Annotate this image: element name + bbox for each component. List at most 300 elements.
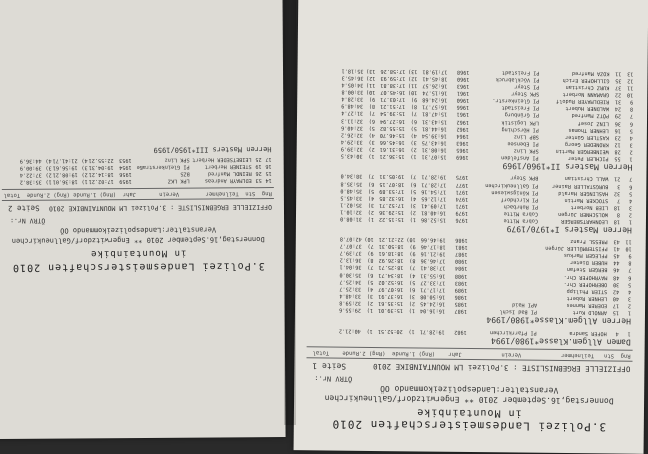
- cell-lap2: 15:36.21: [379, 153, 405, 160]
- cell-rank: 4: [629, 197, 633, 204]
- cell-lap2-rank: 7): [367, 243, 374, 250]
- cell-club: PI Hörsching: [501, 125, 539, 133]
- cell-club: [468, 257, 538, 265]
- cell-lap2-rank: 8): [368, 103, 376, 110]
- results-label: OFFIZIELLE ERGEBNISLISTE : 3.Polizei LM MOUNTAINBIKE 2010: [372, 361, 631, 374]
- cell-lap1: 17:17.71: [420, 286, 446, 293]
- cell-lap1: 16:43.75: [421, 139, 447, 146]
- cell-lap2-rank: 5): [367, 187, 375, 194]
- cell-lap1: 16:16.04: [419, 307, 446, 314]
- cell-year: 1987: [454, 307, 468, 314]
- cell-year: 1987: [455, 251, 468, 258]
- cell-total: 39:00.9: [19, 164, 42, 171]
- cell-year: 1956: [119, 170, 132, 178]
- cell-lap2: 18:07.15: [379, 180, 405, 187]
- cell-club: [467, 293, 537, 301]
- cell-name: LEIBETSEDER Herbert: [192, 155, 252, 163]
- cell-lap1-rank: 8): [409, 257, 416, 264]
- cell-lap1-rank: 1): [408, 328, 415, 335]
- cell-name: PFISTERMÜLLER Jürgen: [545, 244, 608, 252]
- cell-year: 1985: [454, 300, 468, 307]
- event-organizer: Veranstalter:Landespolizeikommando OÖ: [380, 384, 559, 395]
- cell-start-no: 11: [615, 70, 622, 77]
- cell-lap2: 16:32.85: [379, 194, 405, 202]
- cell-lap2: 15:39.01: [377, 307, 404, 314]
- cell-name: BURGSTALLER Rainer: [552, 182, 609, 189]
- cell-start-no: 48: [613, 274, 620, 281]
- cell-lap1: 16:57.71: [422, 103, 448, 111]
- cell-total: 34:05.4: [341, 81, 364, 88]
- cell-total: 30:43.5: [340, 152, 363, 159]
- cell-total: 40:21.2: [338, 327, 361, 334]
- cell-lap2-rank: 9): [368, 96, 376, 103]
- cell-total: 38:34.0: [340, 173, 363, 180]
- cell-year: 1979: [455, 209, 469, 216]
- cell-lap1: 17:28.71: [421, 181, 447, 188]
- page-number: Seite 2: [7, 203, 40, 213]
- cell-lap1-rank: 1): [409, 216, 417, 223]
- cell-lap1: 16:15.74: [422, 89, 448, 96]
- cell-rank: 11: [627, 84, 634, 91]
- cell-start-no: 40: [612, 295, 620, 302]
- cell-start-no: 32: [613, 190, 621, 197]
- cell-lap1: 18:17.46: [420, 243, 446, 250]
- cell-lap2-rank: 2): [366, 299, 374, 306]
- results-sheet-page-1: [294, 0, 648, 454]
- cell-rank: 16: [265, 162, 272, 169]
- cell-rank: 4: [628, 288, 632, 295]
- cell-start-no: 21: [614, 175, 621, 182]
- cell-lap1-rank: 5): [409, 278, 416, 286]
- cell-rank: 5: [629, 190, 633, 197]
- cell-year: 1966: [456, 104, 470, 111]
- cell-start-no: 12: [614, 141, 621, 148]
- cell-total: 42:07.8: [339, 235, 362, 242]
- cell-rank: 8: [629, 106, 634, 113]
- cell-total: 33:00.8: [341, 88, 364, 96]
- cell-lap1-rank: 3): [81, 164, 88, 171]
- cell-lap2-rank: 2): [367, 208, 375, 215]
- cell-lap1-rank: 13): [408, 68, 418, 75]
- results-table-p2: [16, 155, 272, 185]
- column-headers: [4, 190, 272, 198]
- cell-year: 1971: [455, 188, 469, 195]
- cell-name: EDLMAYR Andreas: [204, 177, 252, 184]
- cell-start-no: 16: [614, 127, 621, 134]
- cell-year: 1977: [455, 181, 469, 188]
- cell-lap1: 15:47.81: [422, 110, 448, 118]
- col-stn: Stn: [604, 352, 615, 359]
- cell-lap2: 15:39.54: [380, 110, 406, 117]
- cell-total: 32:40.6: [341, 124, 363, 131]
- cell-lap1-rank: 7): [410, 110, 418, 117]
- cell-total: 37:39.7: [339, 249, 362, 257]
- cell-name: WALL Christian: [564, 175, 609, 182]
- cell-club: [468, 243, 538, 251]
- cell-total: 34:48.9: [341, 102, 364, 110]
- cell-lap2: 19:05.31: [379, 173, 405, 180]
- cell-start-no: 45: [613, 252, 620, 259]
- category-label: Herren Allgem.Klasse*1980/1994: [486, 315, 631, 326]
- cell-lap1-rank: 2): [409, 209, 417, 216]
- cell-start-no: 17: [612, 302, 620, 309]
- cell-lap2: 17:51.21: [380, 103, 406, 110]
- cell-year: 1962: [456, 118, 470, 125]
- page-number: Seite 1: [312, 361, 347, 371]
- cell-lap1-rank: 6): [410, 180, 417, 187]
- event-title: 3.Polizei Landesmeisterschaften 2010: [11, 260, 265, 273]
- cell-total: 36:45.3: [341, 74, 364, 81]
- cell-club: PI Königswiesen: [491, 188, 539, 196]
- cell-club: SPK Linz: [164, 156, 190, 163]
- cell-start-no: 7: [617, 197, 621, 204]
- cell-lap2-rank: 1): [45, 178, 52, 185]
- cell-lap1: 17:19.81: [422, 68, 448, 75]
- cell-total: 32:11.3: [341, 117, 364, 124]
- cell-lap1: 16:26.57: [422, 82, 448, 89]
- cell-lap1-rank: 8): [410, 103, 418, 110]
- cell-start-no: 41: [613, 245, 620, 252]
- cell-total: 33:29.4: [340, 138, 363, 145]
- cell-club: SPK Steyr: [511, 90, 540, 97]
- cell-club: PI Rohrbach: [503, 203, 539, 210]
- cell-club: PI Vöcklabruck: [495, 76, 540, 83]
- cell-lap2-rank: 10): [364, 235, 374, 243]
- cell-lap1-rank: 10): [407, 89, 418, 96]
- cell-lap1-rank: 2): [410, 146, 417, 153]
- cell-club: PI Gallneukirchen: [485, 181, 539, 189]
- col-lap2: (Rng) 2.Runde: [26, 191, 70, 198]
- cell-start-no: 44: [613, 259, 620, 266]
- results-sheet-page-2: [0, 0, 286, 439]
- cell-club: PI Kirchdorf: [500, 196, 539, 203]
- cell-year: 1986: [455, 236, 468, 244]
- event-subtitle: in Mountainbike: [90, 247, 187, 259]
- cell-start-no: 8: [616, 211, 621, 218]
- event-date-location: Donnerstag,16.September 2010 ** Engerwitzdorf/Gallneukirchen: [324, 393, 614, 406]
- cell-lap1-rank: 7): [409, 264, 416, 271]
- cell-total: 33:48.4: [339, 292, 362, 299]
- cell-lap2: 15:15.22: [378, 216, 405, 223]
- cell-lap1: 16:24.45: [420, 300, 446, 307]
- cell-lap1: 17:38.41: [420, 264, 446, 272]
- cell-start-no: 28: [614, 148, 621, 155]
- cell-lap1: 19:28.71: [419, 328, 445, 335]
- cell-lap1: 16:39.54: [421, 132, 447, 139]
- cell-lap1: 22:55.21: [88, 156, 114, 164]
- cell-rank: 2: [629, 148, 633, 155]
- cell-rank: 3: [629, 141, 633, 148]
- cell-lap1-rank: 3): [408, 293, 416, 300]
- cell-name: KRONEDER Georg: [565, 140, 609, 148]
- cell-club: PI Grünburg: [504, 111, 540, 119]
- cell-year: 1984: [454, 265, 468, 272]
- cell-lap2-rank: 4): [366, 285, 374, 292]
- cell-lap1-rank: 5): [410, 124, 417, 132]
- cell-lap1: 19:21.16: [420, 250, 446, 257]
- cell-lap1-rank: 4): [409, 195, 417, 202]
- cell-rank: 8: [628, 259, 632, 267]
- cell-lap2-rank: 5): [367, 278, 374, 285]
- cell-rank: 17: [265, 155, 272, 162]
- cell-lap2-rank: 6): [367, 271, 374, 278]
- cell-lap2-rank: 8): [367, 257, 374, 264]
- cell-club: API Haid: [512, 301, 538, 308]
- cell-club: SPK Linz: [513, 147, 539, 154]
- results-table-b: [331, 235, 632, 316]
- cell-club: BPK Steyr: [510, 174, 539, 182]
- cell-lap2-rank: 13): [366, 67, 376, 74]
- cell-lap2: 17:38.81: [380, 82, 406, 89]
- cell-name: PICHLER Peter: [567, 155, 609, 162]
- cell-name: STOCKER Martin: [564, 196, 609, 204]
- event-date-location: Donnerstag,16.September 2010 ** Engerwitzdorf/Gallneukirchen: [11, 235, 265, 245]
- cell-lap1: 15:07.31: [421, 153, 447, 160]
- cell-lap2: 18:18.61: [378, 250, 404, 257]
- cell-rank: 10: [625, 245, 632, 252]
- cell-total: 29:55.6: [339, 306, 362, 313]
- cell-club: PI Ansfelden: [501, 154, 539, 161]
- cell-club: Cobra Mitte: [503, 210, 539, 217]
- header-rule: [2, 198, 274, 201]
- cell-start-no: 35: [615, 77, 622, 84]
- cell-total: 35:30.0: [339, 271, 362, 278]
- cell-rank: 13: [627, 70, 634, 77]
- cell-rank: 6: [629, 183, 633, 190]
- cell-lap2-rank: 1): [366, 327, 373, 334]
- cell-lap1: 17:54.16: [421, 188, 447, 195]
- cell-year: 1963: [456, 139, 469, 146]
- cell-name: KOZA Manfred: [571, 69, 610, 77]
- cell-lap2: 22:21.21: [378, 236, 404, 243]
- cell-start-no: 43: [613, 238, 620, 245]
- cell-lap1-rank: 3): [409, 202, 417, 209]
- cell-year: 1976: [455, 216, 469, 223]
- cell-year: 1962: [456, 125, 469, 132]
- cell-lap1-rank: 1): [81, 178, 88, 185]
- cell-club: Cobra Mitte: [503, 217, 538, 224]
- cell-lap1-rank: 6): [410, 117, 418, 124]
- cell-total: 32:26.2: [340, 131, 363, 138]
- oetrv-number: ÖTRV Nr.:: [314, 374, 353, 383]
- results-table-a: [331, 326, 631, 336]
- cell-total: 33:25.7: [339, 285, 362, 292]
- results-label: OFFIZIELLE ERGEBNISLISTE : 3.Polizei LM MOUNTAINBIKE 2010: [48, 203, 272, 213]
- cell-lap2: 17:03.71: [380, 96, 406, 103]
- cell-lap1-rank: 7): [410, 173, 417, 180]
- cell-name: RIEDLMAYER Rudolf: [556, 98, 610, 105]
- cell-lap1: 16:55.31: [420, 272, 446, 279]
- cell-lap2-rank: 1): [368, 152, 375, 159]
- cell-rank: 2: [628, 211, 633, 218]
- cell-lap2: 15:46.70: [379, 131, 405, 139]
- cell-lap2: 19:56.61: [52, 164, 78, 171]
- cell-lap1: 19:04.31: [88, 163, 114, 171]
- cell-name: REINDL Manfred: [207, 170, 252, 177]
- cell-lap2-rank: 7): [368, 173, 375, 180]
- cell-lap2-rank: 3): [367, 201, 375, 208]
- cell-lap1: 18:14.21: [88, 171, 114, 178]
- cell-club: BZS: [180, 170, 190, 177]
- cell-lap1: 16:24.68: [422, 96, 448, 103]
- cell-start-no: 26: [255, 170, 262, 177]
- cell-total: 35:48.0: [340, 187, 363, 194]
- table-row: [331, 326, 631, 336]
- cell-lap1-rank: 11): [407, 82, 418, 89]
- cell-year: 1983: [454, 279, 468, 286]
- cell-name: KURZ Christian: [565, 84, 610, 91]
- cell-start-no: 4: [615, 330, 619, 337]
- cell-start-no: 15: [612, 309, 620, 316]
- cell-lap2: 17:53.89: [379, 187, 405, 194]
- cell-year: 1988: [454, 272, 468, 279]
- cell-rank: 10: [627, 91, 634, 98]
- cell-club: PI Freistadt: [502, 69, 540, 76]
- cell-lap1: 16:50.08: [420, 293, 446, 300]
- cell-name: EDERER Hannes: [566, 301, 608, 309]
- cell-total: 33:45.5: [340, 194, 363, 201]
- cell-lap1-rank: 4): [409, 271, 416, 278]
- results-table-c: [332, 172, 633, 225]
- cell-rank: 5: [628, 281, 632, 288]
- cell-rank: 1: [628, 218, 632, 225]
- cell-total: 35:02.1: [340, 201, 363, 208]
- cell-lap1: 18:45.41: [422, 75, 448, 82]
- cell-lap2-rank: 1): [367, 215, 375, 222]
- cell-lap1-rank: 12): [408, 75, 418, 82]
- category-label: Herren Masters III*1950/1959: [153, 145, 272, 154]
- cell-lap1: 17:12.65: [421, 195, 447, 202]
- cell-total: 32:10.1: [340, 208, 363, 215]
- cell-club: [468, 250, 538, 258]
- cell-lap1: 17:02.21: [88, 178, 114, 185]
- cell-total: 31:08.0: [340, 215, 363, 222]
- cell-name: PFLEGER Markus: [563, 252, 608, 259]
- cell-year: 1959: [119, 178, 132, 185]
- category-label: Herren Masters I*1970/1979: [506, 224, 632, 235]
- cell-total: 36:13.2: [339, 256, 362, 264]
- oetrv-number: ÖTRV Nr.:: [10, 216, 46, 225]
- cell-rank: 1: [627, 309, 632, 316]
- cell-start-no: 3: [617, 183, 621, 190]
- cell-club: PI Steyr: [514, 83, 540, 90]
- cell-year: 1969: [456, 153, 469, 160]
- cell-name: WOLSCHNER Jürgen: [558, 210, 609, 218]
- cell-lap1: 15:43.31: [421, 118, 448, 125]
- cell-club: PI Pfarrkirchen: [489, 329, 537, 336]
- cell-rank: 7: [629, 113, 634, 120]
- cell-lap2-rank: 5): [368, 124, 375, 131]
- cell-lap2-rank: 10): [365, 89, 376, 96]
- cell-rank: 14: [265, 177, 272, 184]
- cell-name: WALDNER Hubert: [565, 105, 610, 112]
- cell-lap2: 18:25.71: [378, 264, 404, 271]
- cell-year: 1986: [454, 293, 468, 300]
- cell-club: SBP Linz: [513, 133, 539, 140]
- cell-start-no: 18: [613, 218, 620, 225]
- cell-start-no: 25: [255, 155, 262, 162]
- cell-name: STIER Philipp: [566, 287, 608, 295]
- cell-rank: 3: [627, 295, 632, 302]
- cell-lap2: 16:52.02: [378, 278, 404, 285]
- cell-club: PI Bad Ischl: [499, 308, 538, 315]
- cell-lap1-rank: 1): [410, 153, 417, 160]
- cell-rank: 12: [627, 77, 634, 84]
- cell-club: PI Gleinkerstr.: [492, 97, 540, 104]
- col-club: Verein: [159, 190, 180, 197]
- cell-lap2: 15:55.82: [379, 124, 405, 131]
- category-label: Damen Allgem.Klasse*1980/1994: [490, 336, 631, 347]
- cell-lap1-rank: 3): [410, 139, 417, 146]
- cell-lap2-rank: 3): [45, 164, 52, 171]
- cell-name: LEHNER Robert: [566, 294, 608, 302]
- cell-lap2: 18:50.31: [378, 243, 404, 250]
- cell-start-no: 24: [614, 105, 622, 112]
- cell-club: PI Gleinkerstraße: [136, 163, 190, 170]
- cell-name: STEINER Herbert: [204, 163, 252, 170]
- cell-lap1: 17:46.36: [420, 257, 446, 265]
- cell-year: 1980: [455, 258, 468, 265]
- cell-rank: 9: [630, 98, 634, 105]
- col-lap2: (Rng) 2.Runde: [342, 349, 386, 357]
- cell-lap2-rank: 9): [367, 250, 374, 257]
- page-2-content: [0, 0, 286, 439]
- cell-lap1-rank: 5): [409, 187, 417, 195]
- cell-year: 1989: [454, 286, 468, 293]
- cell-name: LEHNER Thomas: [568, 126, 609, 134]
- cell-lap2-rank: 7): [367, 264, 374, 271]
- cell-name: WEINBERGER Martin: [555, 147, 609, 155]
- cell-total: 32:39.9: [340, 145, 363, 152]
- cell-name: BERGER Stefan: [566, 266, 608, 273]
- cell-lap2: 21:41.71: [52, 157, 78, 164]
- cell-lap2: 17:58.26: [380, 67, 406, 75]
- cell-rank: 5: [629, 127, 633, 134]
- cell-lap2: 16:45.07: [380, 89, 406, 96]
- event-subtitle: in Mountainbike: [416, 406, 522, 419]
- page-gap-shadow: [284, 0, 296, 425]
- cell-lap2-rank: 4): [368, 131, 375, 138]
- cell-name: PRESSL Franz: [570, 238, 608, 245]
- results-table-d: [333, 66, 634, 161]
- cell-year: 1961: [456, 90, 470, 97]
- cell-lap1-rank: 2): [408, 300, 416, 307]
- cell-total: 35:38.2: [19, 178, 42, 185]
- cell-name: HASLINGER Harald: [558, 189, 609, 197]
- cell-rank: 6: [629, 120, 634, 127]
- col-year: Jahr: [448, 350, 462, 357]
- cell-rank: 2: [627, 302, 632, 309]
- cell-lap2: 15:35.61: [378, 299, 404, 307]
- cell-lap1-rank: 4): [81, 157, 88, 164]
- cell-start-no: 19: [255, 162, 262, 169]
- cell-lap1: 16:44.81: [421, 125, 447, 132]
- cell-total: 34:25.7: [339, 278, 362, 285]
- cell-start-no: 31: [614, 98, 622, 105]
- cell-lap2: 16:31.61: [379, 145, 405, 153]
- cell-lap2-rank: 3): [366, 292, 374, 299]
- cell-club: [467, 286, 537, 294]
- col-year: Jahr: [122, 191, 137, 198]
- cell-lap1: 19:28.71: [421, 173, 447, 181]
- col-club: Verein: [501, 351, 522, 358]
- cell-start-no: 22: [615, 91, 622, 98]
- cell-start-no: 29: [614, 112, 622, 120]
- cell-lap2-rank: 3): [368, 138, 375, 145]
- cell-total: 32:59.8: [339, 299, 362, 306]
- cell-start-no: 42: [612, 288, 620, 295]
- col-total: Total: [312, 349, 330, 356]
